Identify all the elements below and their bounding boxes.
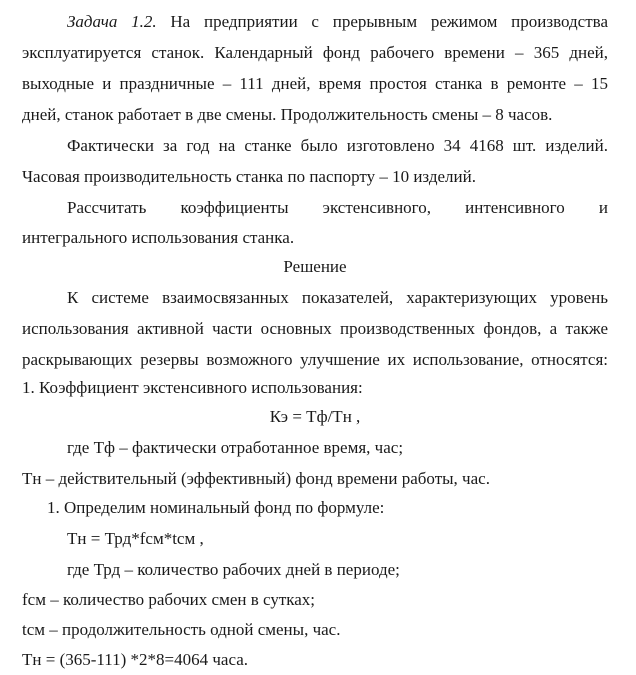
solution-line-11: Тн = (365-111) *2*8=4064 часа. <box>22 650 249 669</box>
formula-tn: Тн = Трд*fсм*tсм , <box>67 529 204 548</box>
solution-line-2: использования активной части основных производственных фондов, а также <box>22 319 608 338</box>
solution-line-3: раскрывающих резервы возможного улучшение их использование, относятся: <box>22 350 608 369</box>
task-line-2: эксплуатируется станок. Календарный фонд рабочего времени – 365 дней, <box>22 43 608 62</box>
task-line-5: Фактически за год на станке было изготовлено 34 4168 шт. изделий. <box>67 136 608 155</box>
solution-line-1: К системе взаимосвязанных показателей, характеризующих уровень <box>67 288 608 307</box>
solution-line-5: где Тф – фактически отработанное время, час; <box>67 438 404 457</box>
solution-line-7: 1. Определим номинальный фонд по формуле: <box>47 498 385 517</box>
solution-line-10: tсм – продолжительность одной смены, час. <box>22 620 341 639</box>
task-line-4: дней, станок работает в две смены. Продолжительность смены – 8 часов. <box>22 105 553 124</box>
solution-heading: Решение <box>283 257 347 276</box>
task-line-8: интегрального использования станка. <box>22 228 295 247</box>
task-line-7: Рассчитать коэффициенты экстенсивного, интенсивного и <box>67 198 608 217</box>
task-line-1-text: На предприятии с прерывным режимом производства <box>156 12 608 31</box>
solution-line-9: fсм – количество рабочих смен в сутках; <box>22 590 316 609</box>
task-line-1 <box>67 7 608 37</box>
formula-ke: Кэ = Тф/Тн , <box>269 407 361 426</box>
solution-line-8: где Трд – количество рабочих дней в периоде; <box>67 560 400 579</box>
solution-line-4: 1. Коэффициент экстенсивного использования: <box>22 378 363 397</box>
task-label: Задача 1.2. <box>67 12 157 31</box>
solution-line-6: Тн – действительный (эффективный) фонд времени работы, час. <box>22 469 490 488</box>
task-line-6: Часовая производительность станка по паспорту – 10 изделий. <box>22 167 476 186</box>
task-line-3: выходные и праздничные – 111 дней, время простоя станка в ремонте – 15 <box>22 74 608 93</box>
